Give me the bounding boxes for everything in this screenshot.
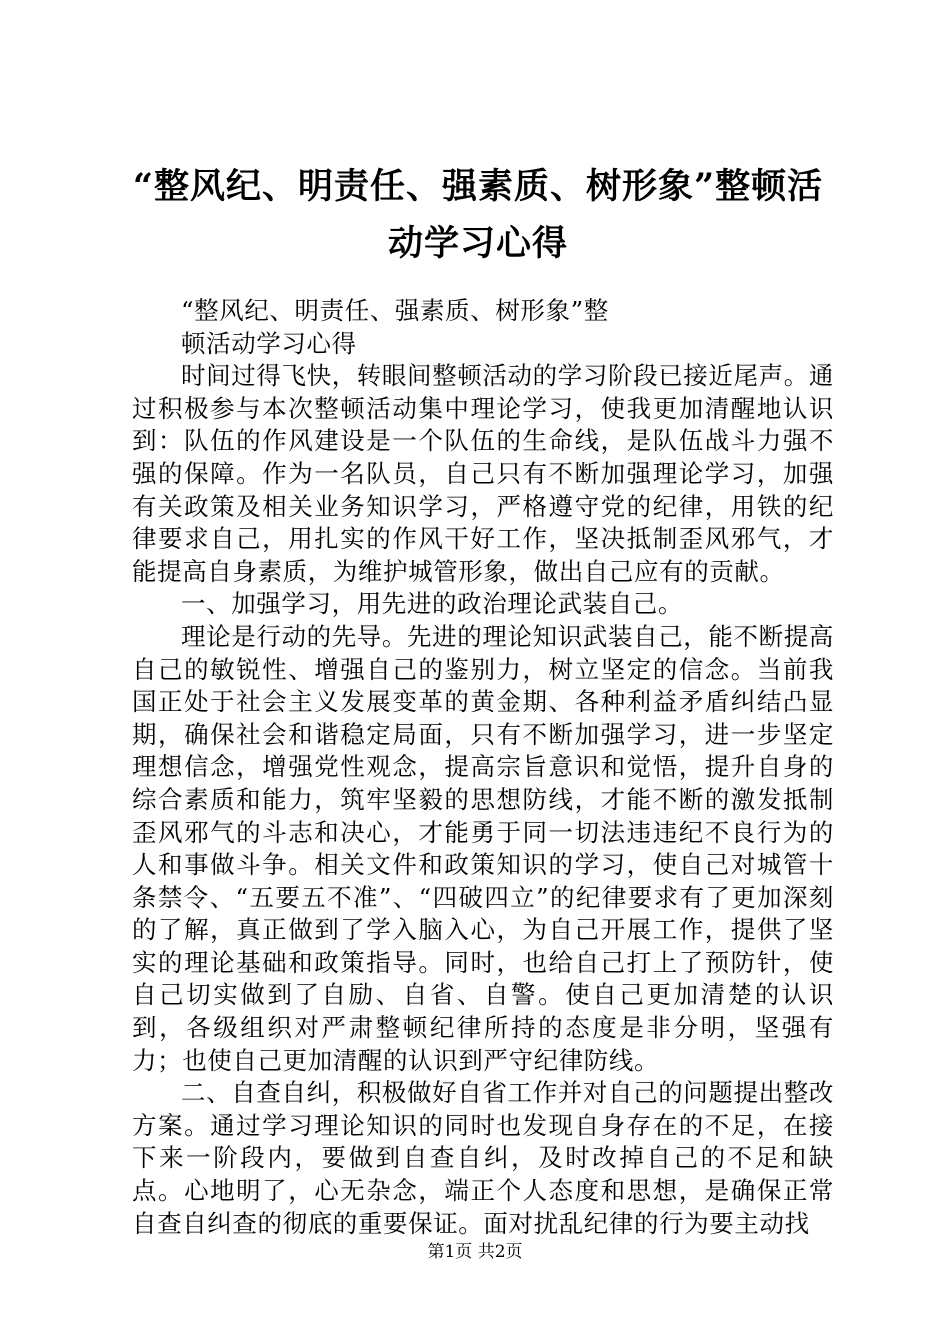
document-title: “整风纪、明责任、强素质、树形象”整顿活动学习心得 — [132, 166, 824, 264]
section-heading-1: 一、加强学习，用先进的政治理论武装自己。 — [181, 589, 683, 619]
document-body — [132, 295, 834, 1240]
paragraph-self-check: 二、自查自纠，积极做好自省工作并对自己的问题提出整改方案。通过学习理论知识的同时也发现自身存在的不足，在接下来一阶段内，要做到自查自纠，及时改掉自己的不足和缺点。心地明了，心无杂念，端正个人态度和思想，是确保正常自查自纠查的彻底的重要保证。面对扰乱纪律的行为要主动找 — [132, 1078, 834, 1238]
page-footer: 第1页 共2页 — [427, 1242, 523, 1262]
paragraph-intro: 时间过得飞快，转眼间整顿活动的学习阶段已接近尾声。通过积极参与本次整顿活动集中理论学习，使我更加清醒地认识到：队伍的作风建设是一个队伍的生命线，是队伍战斗力强不强的保障。作为一名队员，自己只有不断加强理论学习，加强有关政策及相关业务知识学习，严格遵守党的纪律，用铁的纪律要求自己，用扎实的作风干好工作，坚决抵制歪风邪气，才能提高自身素质，为维护城管形象，做出自己应有的贡献。 — [132, 361, 834, 586]
subtitle-line-1: “整风纪、明责任、强素质、树形象”整 — [181, 296, 609, 325]
paragraph-theory: 理论是行动的先导。先进的理论知识武装自己，能不断提高自己的敏锐性、增强自己的鉴别力，树立坚定的信念。当前我国正处于社会主义发展变革的黄金期、各种利益矛盾纠结凸显期，确保社会和谐稳定局面，只有不断加强学习，进一步坚定理想信念，增强党性观念，提高宗旨意识和觉悟，提升自身的综合素质和能力，筑牢坚毅的思想防线，才能不断的激发抵制歪风邪气的斗志和决心，才能勇于同一切法违违纪不良行为的人和事做斗争。相关文件和政策知识的学习，使自己对城管十条禁令、“五要五不准”、“四破四立”的纪律要求有了更加深刻的了解，真正做到了学入脑入心，为自己开展工作，提供了坚实的理论基础和政策指导。同时，也给自己打上了预防针，使自己切实做到了自励、自省、自警。使自己更加清楚的认识到，各级组织对严肃整顿纪律所持的态度是非分明，坚强有力；也使自己更加清醒的认识到严守纪律防线。 — [132, 621, 834, 1075]
subtitle-line-2: 顿活动学习心得 — [181, 328, 357, 358]
